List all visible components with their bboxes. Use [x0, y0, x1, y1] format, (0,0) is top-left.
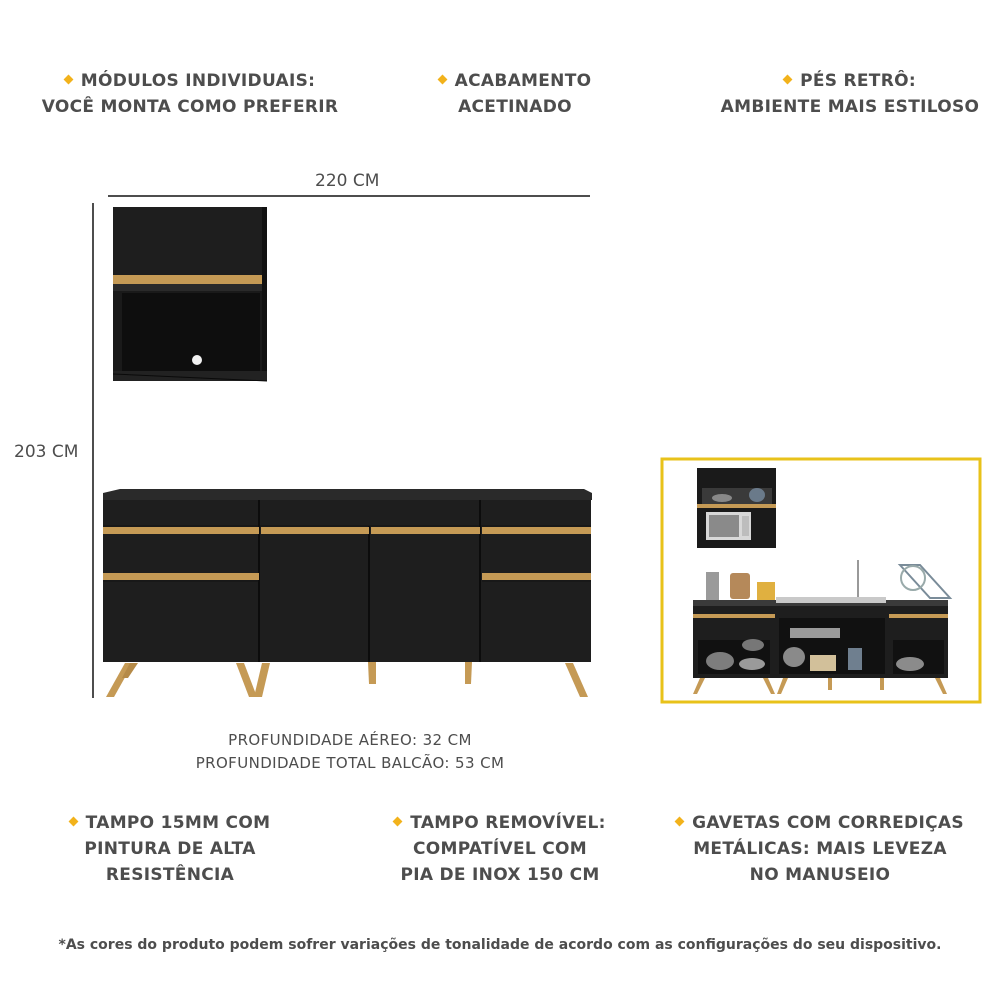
feature-line: NO MANUSEIO	[749, 865, 891, 885]
wall-cabinet	[113, 207, 267, 381]
feature-gavetas	[660, 810, 980, 888]
height-dimension-label: 203 CM	[14, 442, 79, 462]
feature-line: ACABAMENTO	[454, 71, 592, 91]
feature-line: MÓDULOS INDIVIDUAIS:	[80, 71, 316, 91]
width-dimension-label: 220 CM	[315, 171, 380, 191]
feature-line: PIA DE INOX 150 CM	[400, 865, 600, 885]
feature-line: AMBIENTE MAIS ESTILOSO	[720, 97, 980, 117]
feature-line: RESISTÊNCIA	[105, 865, 235, 885]
feature-line: TAMPO 15MM COM	[85, 813, 271, 833]
feature-line: TAMPO REMOVÍVEL:	[410, 813, 606, 833]
feature-tampo-15mm	[45, 810, 295, 888]
diamond-bullet-icon	[68, 817, 78, 827]
feature-line: COMPATÍVEL COM	[412, 839, 588, 859]
depth-balcao: PROFUNDIDADE TOTAL BALCÃO: 53 CM	[195, 754, 505, 772]
feature-line: VOCÊ MONTA COMO PREFERIR	[41, 97, 339, 117]
base-cabinet	[103, 489, 592, 697]
feature-line: PINTURA DE ALTA	[84, 839, 256, 859]
feature-tampo-removivel	[375, 810, 625, 888]
diamond-bullet-icon	[393, 817, 403, 827]
feature-line: PÉS RETRÔ:	[800, 71, 916, 91]
diamond-bullet-icon	[675, 817, 685, 827]
feature-line: METÁLICAS: MAIS LEVEZA	[693, 839, 947, 859]
depth-info	[0, 729, 700, 775]
ambient-thumbnail	[662, 459, 980, 702]
color-disclaimer: *As cores do produto podem sofrer variações de tonalidade de acordo com as configurações do seu dispositivo.	[58, 937, 942, 953]
feature-line: GAVETAS COM CORREDIÇAS	[692, 813, 964, 833]
depth-aereo: PROFUNDIDADE AÉREO: 32 CM	[228, 731, 472, 749]
feature-line: ACETINADO	[458, 97, 572, 117]
